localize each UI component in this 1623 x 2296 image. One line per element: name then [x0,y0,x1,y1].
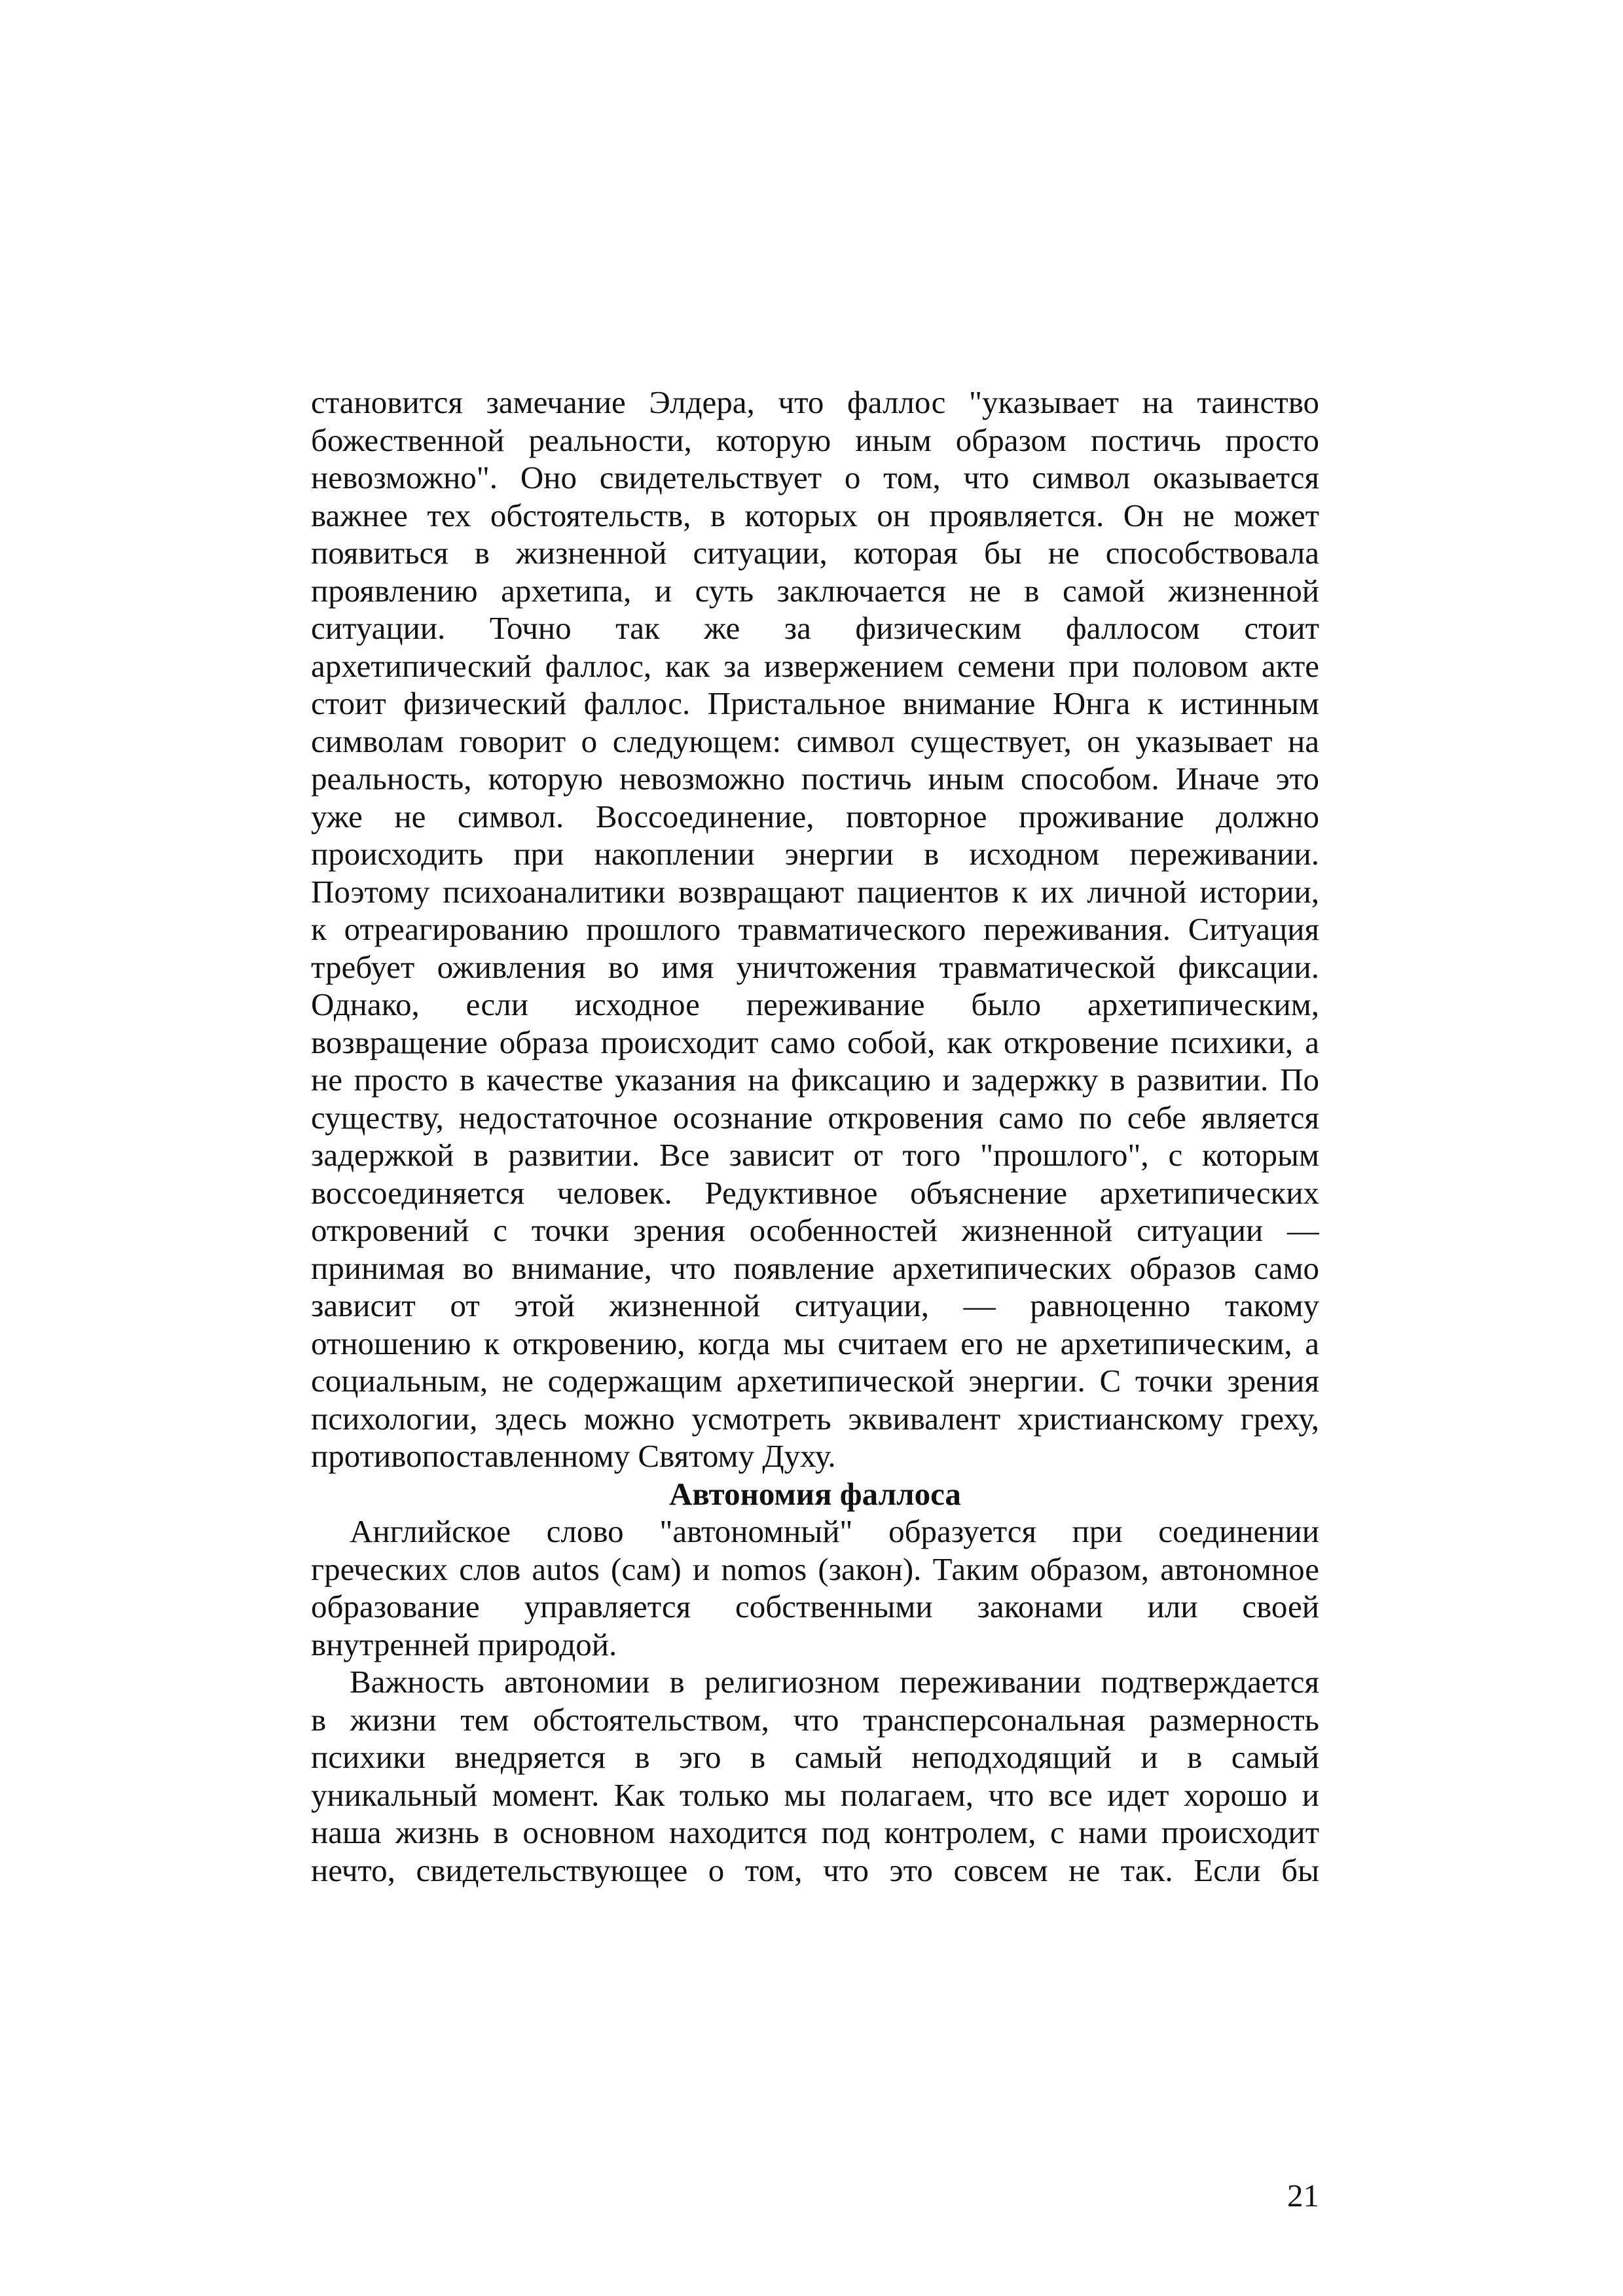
text-line: уже не символ. Воссоединение, повторное проживание должно [311,798,1319,834]
text-line: невозможно". Оно свидетельствует о том, что символ оказывается [311,459,1319,495]
text-line: противопоставленному Святому Духу. [311,1438,836,1474]
text-line: откровений с точки зрения особенностей жизненной ситуации — [311,1212,1319,1248]
text-line: становится замечание Элдера, что фаллос "указывает на таинство [311,384,1319,420]
text-line: требует оживления во имя уничтожения травматической фиксации. [311,948,1319,985]
text-line: божественной реальности, которую иным образом постичь просто [311,422,1319,458]
text-line: принимая во внимание, что появление архетипических образов само [311,1249,1319,1286]
paragraph-continuation [311,384,1319,1475]
text-line: уникальный момент. Как только мы полагаем, что все идет хорошо и [311,1776,1319,1813]
text-line: не просто в качестве указания на фиксацию и задержку в развитии. По [311,1062,1319,1098]
text-line: отношению к откровению, когда мы считаем его не архетипическим, а [311,1325,1319,1361]
text-line: наша жизнь в основном находится под контролем, с нами происходит [311,1814,1319,1850]
page-number: 21 [1287,2178,1319,2214]
paragraph-autonomy-importance [311,1663,1319,1889]
text-line: возвращение образа происходит само собой, как откровение психики, а [311,1024,1319,1060]
text-line: зависит от этой жизненной ситуации, — равноценно такому [311,1287,1319,1323]
text-line: Английское слово "автономный" образуется при соединении [350,1513,1319,1549]
text-line: к отреагированию прошлого травматического переживания. Ситуация [311,911,1319,947]
text-line: появиться в жизненной ситуации, которая бы не способствовала [311,535,1319,571]
body-text [311,384,1319,1889]
text-line: Важность автономии в религиозном переживании подтверждается [350,1664,1319,1700]
text-line: архетипический фаллос, как за извержением семени при половом акте [311,647,1319,684]
paragraph-autonomy-definition [311,1513,1319,1663]
text-line: образование управляется собственными законами или своей [311,1588,1319,1624]
text-line: психики внедряется в эго в самый неподходящий и в самый [311,1739,1319,1775]
text-line: задержкой в развитии. Все зависит от того "прошлого", с которым [311,1137,1319,1173]
text-line: реальность, которую невозможно постичь иным способом. Иначе это [311,761,1319,797]
text-line: важнее тех обстоятельств, в которых он проявляется. Он не может [311,497,1319,533]
text-line: психологии, здесь можно усмотреть эквивалент христианскому греху, [311,1400,1319,1437]
text-line: греческих слов autos (сам) и nomos (закон). Таким образом, автономное [311,1551,1319,1587]
text-line: Поэтому психоаналитики возвращают пациентов к их личной истории, [311,873,1319,910]
text-line: символам говорит о следующем: символ существует, он указывает на [311,723,1319,759]
text-line: проявлению архетипа, и суть заключается не в самой жизненной [311,572,1319,609]
section-heading: Автономия фаллоса [669,1475,961,1512]
text-line: ситуации. Точно так же за физическим фаллосом стоит [311,610,1319,646]
text-line: стоит физический фаллос. Пристальное внимание Юнга к истинным [311,685,1319,721]
text-line: Однако, если исходное переживание было архетипическим, [311,986,1319,1022]
text-line: в жизни тем обстоятельством, что трансперсональная размерность [311,1701,1319,1738]
text-line: воссоединяется человек. Редуктивное объяснение архетипических [311,1174,1319,1211]
text-line: происходить при накоплении энергии в исходном переживании. [311,836,1319,872]
text-line: нечто, свидетельствующее о том, что это совсем не так. Если бы [311,1852,1319,1888]
text-line: существу, недостаточное осознание откровения само по себе является [311,1099,1319,1136]
text-line: внутренней природой. [311,1626,617,1662]
text-line: социальным, не содержащим архетипической энергии. С точки зрения [311,1363,1319,1399]
